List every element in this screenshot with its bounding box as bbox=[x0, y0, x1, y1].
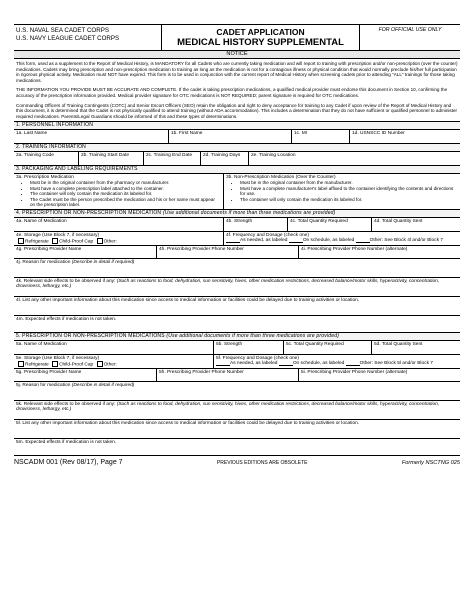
med5-other-checkbox[interactable] bbox=[97, 361, 103, 367]
med5-as-needed-label: As needed, as labeled bbox=[230, 361, 278, 367]
org-line-1: U.S. NAVAL SEA CADET CORPS bbox=[16, 27, 109, 34]
med4-reason-field[interactable] bbox=[14, 259, 460, 278]
form-title-block bbox=[162, 25, 360, 50]
med4-frequency-group bbox=[224, 232, 460, 245]
list-item: • The container will only contain the medication its labeled for. bbox=[240, 197, 458, 202]
obsolete-notice: PREVIOUS EDITIONS ARE OBSOLETE bbox=[216, 460, 308, 467]
med5-childproof-label: Child-Proof Cap bbox=[59, 362, 94, 368]
form-title-1: CADET APPLICATION bbox=[216, 27, 305, 37]
med5-reason-label: 5j. Reason for medication bbox=[16, 383, 71, 389]
med4-childproof-label: Child-Proof Cap bbox=[59, 239, 94, 245]
med5-other-see-label: Other: See Block 5l and/or Block 7 bbox=[359, 361, 433, 367]
otc-requirements-title: 3b. Non-Prescription Medication (Over the Counter) bbox=[226, 175, 336, 181]
training-days-field[interactable]: 2d. Training Days bbox=[201, 152, 249, 165]
form-title-2: MEDICAL HISTORY SUPPLEMENTAL bbox=[177, 37, 344, 48]
official-use-label: FOR OFFICIAL USE ONLY bbox=[378, 27, 442, 33]
med5-frequency-label: 5f. Frequency and Dosage (check one) bbox=[216, 356, 299, 362]
med5-other-info-field[interactable] bbox=[14, 420, 460, 439]
med4-effects-label: 4m. Expected effects if medication is not taken. bbox=[16, 317, 117, 323]
med5-row-3 bbox=[14, 369, 460, 382]
form-page bbox=[14, 0, 460, 466]
med5-other-see-mark[interactable] bbox=[346, 365, 360, 366]
list-item: • The container will only contain the medication its labeled for. bbox=[30, 191, 221, 196]
med4-schedule-label: On schedule, as labeled bbox=[302, 238, 355, 244]
med4-provider-phone-alt-field[interactable]: 4i. Prescribing Provider Phone Number (alternate) bbox=[301, 247, 408, 253]
med4-other-see-mark[interactable] bbox=[356, 242, 370, 243]
med4-other-checkbox[interactable] bbox=[97, 238, 103, 244]
med4-row-3 bbox=[14, 246, 460, 259]
med4-refrigerate-checkbox[interactable] bbox=[18, 238, 24, 244]
med4-provider-name-field[interactable]: 4g. Prescribing Provider Name bbox=[14, 246, 157, 258]
list-item: • Must have a complete prescription label attached to the container. bbox=[30, 186, 221, 191]
med5-side-effects-note: (Such as reactions to food, dehydration, sun sensitivity, hives, other medication restrictions, decreased balance/motor skills, hyperactivity, concentration, drowsiness, lethargy, etc.) bbox=[16, 402, 440, 413]
med4-row-2 bbox=[14, 232, 460, 246]
list-item: • Must be in the original container from the manufacturer. bbox=[240, 180, 458, 185]
med5-frequency-group bbox=[214, 355, 460, 368]
med5-storage-label: 5e. Storage (Use Block 7, if necessary) bbox=[16, 356, 100, 362]
med5-side-effects-field[interactable] bbox=[14, 401, 460, 420]
med5-provider-name-field[interactable]: 5g. Prescribing Provider Name bbox=[14, 369, 157, 381]
section-2-heading: 2. TRAINING INFORMATION bbox=[14, 144, 460, 152]
form-footer bbox=[14, 459, 460, 466]
med5-row-2 bbox=[14, 355, 460, 369]
formerly-label: Formerly NSCTNG 025 bbox=[401, 460, 460, 467]
notice-paragraph-3: Commanding Officers of Training Contingents (COTC) and Senior Escort Officers (SEO) retain the obligation and right to deny acceptance for training to any Cadet if upon review of the Report of Medical History and this document, it is determined that the Cadet is not physically qualified to attend training (without ADA accommodation). This includes a determination that they do not have sufficient or qualified personnel to administer required medications. Parents/Legal Guardians should be informed of this and these types of determinations. bbox=[14, 101, 460, 123]
section-5-title: 5. PRESCRIPTION OR NON-PRESCRIPTION MEDICATIONS bbox=[16, 333, 165, 340]
med4-other-label: Other: bbox=[103, 239, 117, 245]
med4-row-1 bbox=[14, 218, 460, 232]
notice-paragraph-2: THE INFORMATION YOU PROVIDE MUST BE ACCURATE AND COMPLETE. If the cadet is taking prescription medications, a qualified medical provider must endorse this document in Section 10, confirming the accuracy of the prescription information provided. Medical provider signature for OTC medications is NOT REQUIRED; parent signature is required for OTC medications. bbox=[16, 87, 448, 98]
med5-provider-phone-alt-field[interactable]: 5i. Prescribing Provider Phone Number (alternate) bbox=[301, 370, 408, 376]
med5-schedule-mark[interactable] bbox=[279, 365, 293, 366]
otc-requirements-list bbox=[226, 180, 458, 202]
med5-effects-field[interactable] bbox=[14, 439, 460, 456]
med5-other-label: Other: bbox=[103, 362, 117, 368]
organization-block bbox=[14, 25, 162, 50]
med4-side-effects-label: 4k. Relevant side effects to be observed if any: bbox=[16, 279, 116, 285]
section-4-heading bbox=[14, 210, 460, 218]
med5-reason-note: (Describe in detail if required) bbox=[71, 383, 135, 389]
med5-other-info-label: 5l. List any other important information about this medication since access to medical information or facilities could be delayed due to training activities or location. bbox=[16, 421, 360, 427]
section-3-heading: 3. PACKAGING AND LABELING REQUIREMENTS bbox=[14, 166, 460, 174]
med5-strength-field[interactable]: 5b. Strength bbox=[214, 341, 284, 354]
med5-childproof-checkbox[interactable] bbox=[52, 361, 58, 367]
form-header bbox=[14, 24, 460, 51]
med5-name-field[interactable]: 5a. Name of Medication bbox=[14, 341, 214, 354]
notice-heading: NOTICE bbox=[14, 51, 460, 59]
org-line-2: U.S. NAVY LEAGUE CADET CORPS bbox=[16, 35, 120, 42]
med4-effects-field[interactable] bbox=[14, 316, 460, 333]
training-start-date-field[interactable]: 2b. Training Start Date bbox=[79, 152, 144, 165]
med4-schedule-mark[interactable] bbox=[289, 242, 303, 243]
section-4-note: (Use additional documents if more than three medications are provided) bbox=[162, 210, 336, 217]
med5-schedule-label: On schedule, as labeled bbox=[292, 361, 345, 367]
med5-storage-group bbox=[14, 355, 214, 368]
med4-childproof-checkbox[interactable] bbox=[52, 238, 58, 244]
last-name-field[interactable]: 1a. Last Name bbox=[14, 130, 169, 143]
packaging-row bbox=[14, 174, 460, 210]
med4-storage-label: 4e. Storage (Use Block 7, if necessary) bbox=[16, 233, 100, 239]
section-5-heading bbox=[14, 333, 460, 341]
otc-requirements bbox=[224, 174, 460, 209]
first-name-field[interactable]: 1b. First Name bbox=[169, 130, 292, 143]
med4-other-info-label: 4l. List any other important information about this medication since access to medical information or facilities could be delayed due to training activities or location. bbox=[16, 298, 360, 304]
med5-refrigerate-label: Refrigerate bbox=[25, 362, 49, 368]
med4-as-needed-mark[interactable] bbox=[226, 242, 240, 243]
list-item: • Must have a complete manufacturer's label affixed to the container identifying the contents and directions for use. bbox=[240, 186, 458, 197]
prescription-requirements-title: 3a. Prescription Medication bbox=[16, 175, 74, 181]
med4-reason-label: 4j. Reason for medication bbox=[16, 260, 71, 266]
med5-effects-label: 5m. Expected effects if medication is not taken. bbox=[16, 440, 117, 446]
med5-row-1 bbox=[14, 341, 460, 355]
training-location-field[interactable]: 2e. Training Location bbox=[251, 153, 296, 159]
med5-side-effects-label: 5k. Relevant side effects to be observed if any: bbox=[16, 402, 116, 408]
med4-storage-group bbox=[14, 232, 224, 245]
med4-other-see-label: Other: See Block 4l and/or Block 7 bbox=[369, 238, 443, 244]
notice-paragraph-1: This form, used as a supplement to the Report of Medical History, is MANDATORY for all Cadets who are currently taking medication and will report to training with prescription and/or non-prescription (over the counter) medications. Cadets may bring prescription and non-prescription medication to training as long as the medication is not for a contagious illness or physical condition that would normally preclude his/her full participation in rigorous physical activity. Medication must NOT have expired. This form is to be used in conjunction with the current report of Medical History when screening cadets prior to attending "ALL" trainings for those taking medications. bbox=[16, 61, 458, 83]
training-end-date-field[interactable]: 2c. Training End Date bbox=[144, 152, 201, 165]
training-code-field[interactable]: 2a. Training Code bbox=[14, 152, 79, 165]
section-5-note: (Use additional documents if more than three medications are provided) bbox=[166, 333, 340, 340]
usnscc-id-field[interactable]: 1d. USNSCC ID Number bbox=[352, 131, 405, 137]
med4-refrigerate-label: Refrigerate bbox=[25, 239, 49, 245]
med5-reason-field[interactable] bbox=[14, 382, 460, 401]
med4-provider-phone-field[interactable]: 4h. Prescribing Provider Phone Number bbox=[157, 246, 299, 258]
med4-frequency-label: 4f. Frequency and Dosage (check one) bbox=[226, 233, 309, 239]
med5-provider-phone-field[interactable]: 5h. Prescribing Provider Phone Number bbox=[157, 369, 299, 381]
med4-strength-field[interactable]: 4b. Strength bbox=[224, 218, 288, 231]
med5-refrigerate-checkbox[interactable] bbox=[18, 361, 24, 367]
list-item: • The Cadet must be the person prescribed the medication and his or her name must appear on the prescription label. bbox=[30, 197, 221, 208]
med4-name-field[interactable]: 4a. Name of Medication bbox=[14, 218, 224, 231]
med4-qty-required-field[interactable]: 4c. Total Quantity Required bbox=[288, 218, 372, 231]
med4-as-needed-label: As needed, as labeled bbox=[240, 238, 288, 244]
section-1-heading: 1. PERSONNEL INFORMATION bbox=[14, 122, 460, 130]
med4-reason-note: (Describe in detail if required) bbox=[71, 260, 135, 266]
med4-side-effects-field[interactable] bbox=[14, 278, 460, 297]
form-number: NSCADM 001 (Rev 08/17), Page 7 bbox=[14, 459, 123, 467]
list-item: • Must be in the original container from the pharmacy or manufacturer. bbox=[30, 180, 221, 185]
personnel-row bbox=[14, 130, 460, 144]
training-row bbox=[14, 152, 460, 166]
med4-other-info-field[interactable] bbox=[14, 297, 460, 316]
med5-qty-required-field[interactable]: 5c. Total Quantity Required bbox=[284, 341, 372, 354]
middle-initial-field[interactable]: 1c. MI bbox=[292, 130, 350, 143]
section-4-title: 4. PRESCRIPTION OR NON-PRESCRIPTION MEDICATION bbox=[16, 210, 162, 217]
med4-qty-sent-field[interactable]: 4d. Total Quantity Sent bbox=[374, 219, 423, 225]
med5-as-needed-mark[interactable] bbox=[216, 365, 230, 366]
med5-qty-sent-field[interactable]: 5d. Total Quantity Sent bbox=[374, 342, 423, 348]
prescription-requirements-list bbox=[16, 180, 221, 207]
prescription-requirements bbox=[14, 174, 224, 209]
med4-side-effects-note: (Such as reactions to food, dehydration, sun sensitivity, hives, other medication restrictions, decreased balance/motor skills, hyperactivity, concentration, drowsiness, lethargy, etc.) bbox=[16, 279, 440, 290]
